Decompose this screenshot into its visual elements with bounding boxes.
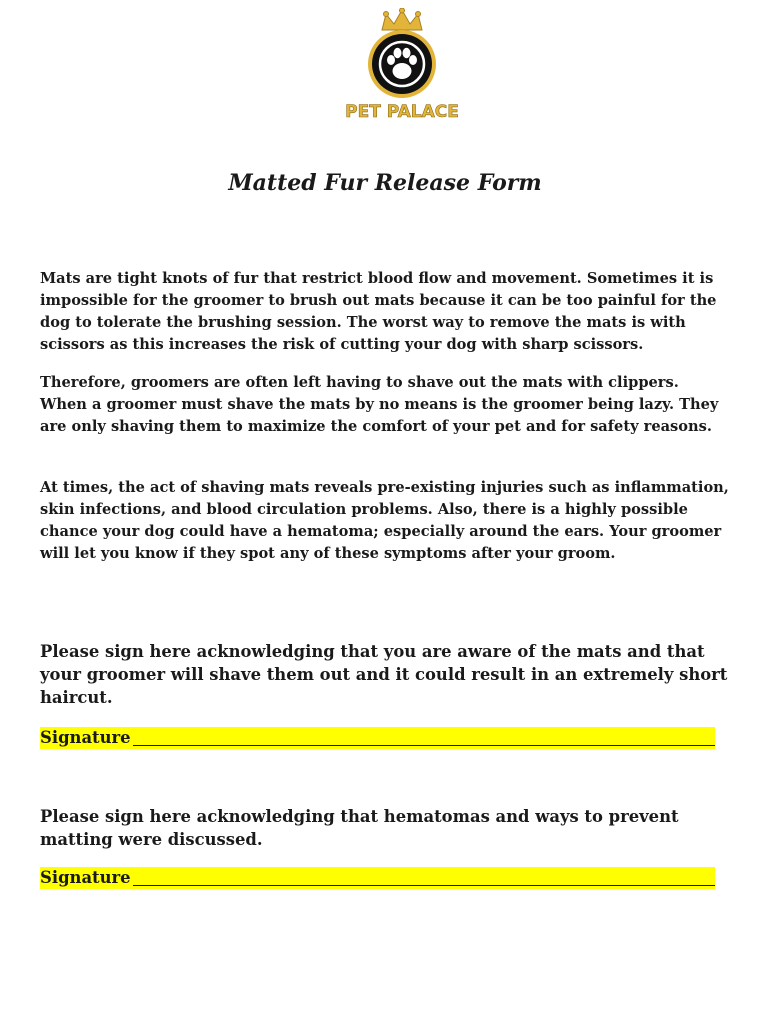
signature-label: Signature bbox=[40, 868, 131, 887]
acknowledgement-hematomas: Please sign here acknowledging that hematomas and ways to prevent matting were discussed. bbox=[40, 807, 679, 849]
pet-palace-logo bbox=[340, 8, 464, 128]
paw-crown-icon bbox=[340, 8, 464, 104]
logo-text: PET PALACE bbox=[345, 102, 459, 122]
signature-field-hematomas[interactable] bbox=[40, 867, 715, 889]
page-title: Matted Fur Release Form bbox=[228, 170, 542, 196]
signature-label: Signature bbox=[40, 728, 131, 747]
signature-line[interactable] bbox=[133, 745, 715, 746]
paragraph-shaving: Therefore, groomers are often left having to shave out the mats with clippers. When a groomer must shave the mats by no means is the groomer being lazy. They are only shaving them to maximize the comfort of your pet and for safety reasons. bbox=[40, 374, 719, 435]
paragraph-mats-intro: Mats are tight knots of fur that restrict blood flow and movement. Sometimes it is impossible for the groomer to brush out mats because it can be too painful for the dog to tolerate the brushing session. The worst way to remove the mats is with scissors as this increases the risk of cutting your dog with sharp scissors. bbox=[40, 270, 717, 353]
signature-field-mats[interactable] bbox=[40, 727, 715, 749]
acknowledgement-mats: Please sign here acknowledging that you are aware of the mats and that your groomer will shave them out and it could result in an extremely short haircut. bbox=[40, 642, 728, 707]
signature-line[interactable] bbox=[133, 885, 715, 886]
paragraph-injuries: At times, the act of shaving mats reveals pre-existing injuries such as inflammation, skin infections, and blood circulation problems. Also, there is a highly possible chance your dog could have a hematoma; especially around the ears. Your groomer will let you know if they spot any of these symptoms after your groom. bbox=[40, 479, 729, 562]
